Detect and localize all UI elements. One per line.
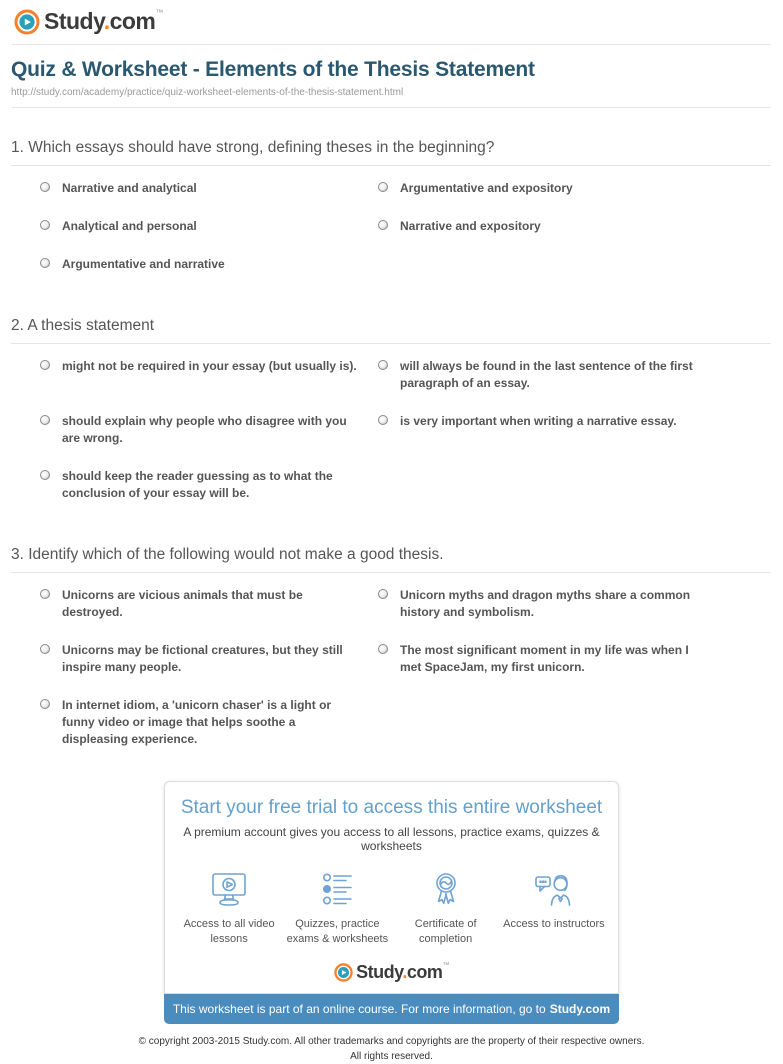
question-2-options — [40, 358, 771, 502]
feature-list — [175, 872, 608, 947]
header-divider — [12, 44, 771, 45]
radio-button[interactable] — [378, 644, 388, 654]
radio-button[interactable] — [378, 589, 388, 599]
radio-button[interactable] — [40, 470, 50, 480]
studycom-play-icon — [14, 9, 40, 35]
question-1 — [11, 139, 771, 273]
answer-option[interactable] — [378, 587, 771, 621]
answer-option-label: Unicorns may be fictional creatures, but they still inspire many people. — [62, 643, 343, 674]
answer-option[interactable] — [378, 642, 771, 676]
question-2 — [11, 317, 771, 502]
feature-label: Access to all video lessons — [183, 918, 275, 945]
instructor-chat-icon — [532, 872, 576, 908]
studycom-logo-text: Study.com™ — [44, 8, 163, 34]
radio-button[interactable] — [40, 644, 50, 654]
feature-certificate — [392, 872, 500, 947]
answer-option[interactable] — [378, 218, 771, 235]
copyright-line-1: © copyright 2003-2015 Study.com. All other trademarks and copyrights are the property of their respective owners. — [138, 1036, 645, 1047]
answer-option-label: The most significant moment in my life was when I met SpaceJam, my first unicorn. — [400, 643, 689, 674]
answer-option-label: should keep the reader guessing as to what the conclusion of your essay will be. — [62, 469, 333, 500]
question-1-heading: 1. Which essays should have strong, defining theses in the beginning? — [11, 139, 495, 156]
studycom-logo-footer — [175, 962, 608, 983]
title-divider — [12, 107, 771, 108]
page-url: http://study.com/academy/practice/quiz-worksheet-elements-of-the-thesis-statement.html — [11, 87, 404, 98]
answer-option-label: Narrative and expository — [400, 219, 541, 233]
answer-option-label: will always be found in the last sentence of the first paragraph of an essay. — [400, 359, 693, 390]
answer-option-label: Narrative and analytical — [62, 181, 197, 195]
video-monitor-icon — [207, 872, 251, 908]
radio-button[interactable] — [378, 415, 388, 425]
answer-option[interactable] — [378, 413, 771, 447]
radio-button[interactable] — [40, 699, 50, 709]
trademark-symbol: ™ — [155, 8, 163, 17]
feature-video-lessons — [175, 872, 283, 947]
studycom-logo-header — [14, 8, 783, 35]
question-3-heading: 3. Identify which of the following would not make a good thesis. — [11, 546, 444, 563]
radio-button[interactable] — [40, 360, 50, 370]
answer-option[interactable] — [40, 256, 378, 273]
studycom-logo-text: Study.com™ — [356, 962, 449, 982]
question-1-divider — [11, 165, 771, 166]
radio-button[interactable] — [40, 415, 50, 425]
question-3-divider — [11, 572, 771, 573]
certificate-icon — [424, 872, 468, 908]
page-title: Quiz & Worksheet - Elements of the Thesis Statement — [11, 58, 535, 81]
answer-option-label: Argumentative and narrative — [62, 257, 225, 271]
banner-text: This worksheet is part of an online course. For more information, go to — [172, 1002, 546, 1016]
answer-option[interactable] — [40, 218, 378, 235]
answer-option[interactable] — [40, 413, 378, 447]
question-2-divider — [11, 343, 771, 344]
answer-option-label: In internet idiom, a 'unicorn chaser' is a light or funny video or image that helps soothe a displeasing experience. — [62, 698, 332, 746]
studycom-link[interactable]: Study.com — [549, 1002, 611, 1016]
answer-option-label: Unicorn myths and dragon myths share a common history and symbolism. — [400, 588, 691, 619]
answer-option[interactable] — [378, 358, 771, 392]
free-trial-cta-card — [164, 781, 619, 994]
answer-option[interactable] — [40, 468, 378, 502]
radio-button[interactable] — [378, 182, 388, 192]
radio-button[interactable] — [40, 220, 50, 230]
answer-option[interactable] — [40, 642, 378, 676]
quiz-list-icon — [315, 872, 359, 908]
question-3 — [11, 546, 771, 748]
answer-option-label: should explain why people who disagree with you are wrong. — [62, 414, 347, 445]
answer-option-label: is very important when writing a narrative essay. — [400, 414, 677, 428]
radio-button[interactable] — [40, 258, 50, 268]
radio-button[interactable] — [378, 360, 388, 370]
feature-quizzes — [283, 872, 391, 947]
studycom-play-icon — [334, 963, 353, 982]
feature-label: Quizzes, practice exams & worksheets — [286, 918, 389, 945]
feature-instructors — [500, 872, 608, 947]
copyright-line-2: All rights reserved. — [350, 1051, 433, 1062]
answer-option[interactable] — [40, 587, 378, 621]
feature-label: Access to instructors — [503, 918, 605, 930]
answer-option-label: Analytical and personal — [62, 219, 197, 233]
cta-heading: Start your free trial to access this entire worksheet — [180, 797, 603, 818]
answer-option-label: might not be required in your essay (but usually is). — [62, 359, 357, 373]
question-3-options — [40, 587, 771, 748]
course-info-banner — [164, 994, 619, 1024]
answer-option[interactable] — [40, 180, 378, 197]
answer-option-label: Argumentative and expository — [400, 181, 573, 195]
radio-button[interactable] — [378, 220, 388, 230]
radio-button[interactable] — [40, 182, 50, 192]
cta-subheading: A premium account gives you access to all lessons, practice exams, quizzes & worksheets — [183, 825, 600, 853]
question-1-options — [40, 180, 771, 273]
feature-label: Certificate of completion — [414, 918, 477, 945]
answer-option-label: Unicorns are vicious animals that must be destroyed. — [62, 588, 303, 619]
answer-option[interactable] — [40, 697, 378, 748]
question-2-heading: 2. A thesis statement — [11, 317, 155, 334]
copyright-notice — [0, 1034, 783, 1064]
answer-option[interactable] — [378, 180, 771, 197]
trademark-symbol: ™ — [442, 962, 449, 969]
answer-option[interactable] — [40, 358, 378, 392]
radio-button[interactable] — [40, 589, 50, 599]
